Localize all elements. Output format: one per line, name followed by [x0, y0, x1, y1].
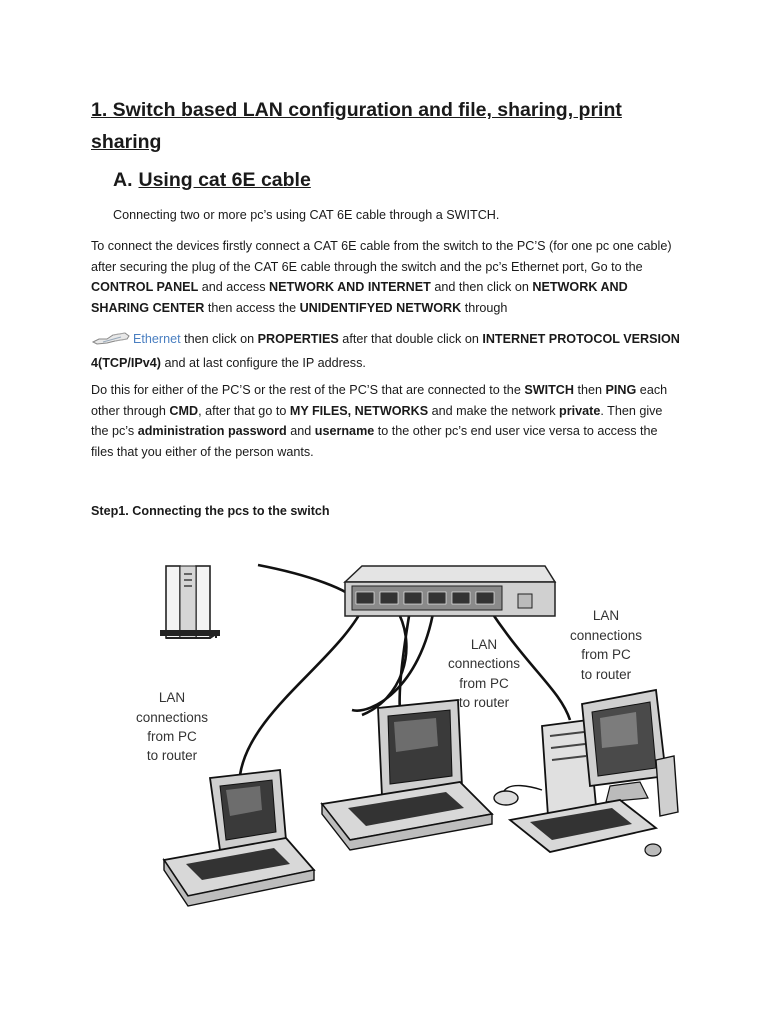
text-run: and at last configure the IP address.	[161, 355, 366, 370]
cable-middle-pc	[352, 608, 434, 711]
label-right-line: connections	[569, 628, 643, 643]
bold-run: private	[559, 403, 601, 418]
text-run: then click on	[180, 332, 258, 346]
bold-run: CONTROL PANEL	[91, 280, 199, 295]
network-diagram	[100, 550, 680, 930]
bold-run: PING	[605, 383, 637, 397]
paragraph-ethernet	[91, 329, 681, 373]
label-left	[136, 690, 208, 763]
text-run: To connect the devices firstly connect a CAT 6E cable from the switch to the PC’S (for one pc one cable) after securing the plug of the CAT 6E cable through the switch and the pc’s Ethernet port, Go to the	[91, 239, 672, 274]
label-middle-line: from PC	[459, 676, 509, 691]
text-run: then access the	[204, 301, 300, 316]
label-right-line: to router	[580, 667, 632, 682]
desktop-pc	[494, 690, 678, 856]
text-run: then	[574, 383, 606, 397]
text-run: , after that go to	[198, 403, 290, 418]
switch-image	[345, 566, 555, 616]
bold-run: CMD	[169, 403, 199, 418]
router-image	[160, 566, 220, 638]
label-left-line: to router	[146, 748, 198, 763]
text-run: and access	[198, 280, 269, 295]
cable-left-pc	[240, 602, 366, 775]
bold-run: NETWORK AND INTERNET	[269, 280, 431, 295]
text-run: . Then give the pc’s	[91, 403, 663, 439]
laptop-middle	[322, 700, 492, 850]
text-run: through	[461, 301, 508, 316]
bold-run: username	[314, 424, 375, 439]
label-left-line: LAN	[158, 690, 186, 705]
ethernet-icon	[91, 330, 131, 353]
label-right	[570, 608, 642, 682]
text-run: and then click on	[430, 280, 533, 295]
label-middle-line: connections	[447, 656, 521, 671]
label-right-line: LAN	[592, 608, 620, 623]
intro-paragraph: Connecting two or more pc’s using CAT 6E cable through a SWITCH.	[113, 208, 500, 222]
page-title: 1. Switch based LAN configuration and file, sharing, print sharing	[91, 99, 622, 153]
label-left-line: connections	[135, 710, 209, 725]
bold-run: UNIDENTIFYED NETWORK	[299, 301, 462, 316]
text-run: and	[286, 424, 315, 439]
section-heading	[113, 166, 311, 194]
paragraph-ping	[91, 380, 681, 463]
text-run: each other through	[91, 383, 668, 418]
bold-run: administration password	[137, 424, 287, 439]
bold-run: INTERNET PROTOCOL VERSION 4(TCP/IPv4)	[91, 332, 680, 370]
label-middle-line: LAN	[470, 637, 498, 652]
paragraph-connect	[91, 236, 681, 319]
text-run: after that double click on	[338, 332, 483, 346]
label-middle	[448, 637, 520, 710]
section-title: Using cat 6E cable	[138, 169, 311, 191]
label-middle-line: to router	[458, 695, 510, 710]
label-left-line: from PC	[147, 729, 197, 744]
text-run: and make the network	[428, 403, 560, 418]
bold-run: NETWORK AND SHARING CENTER	[91, 280, 628, 316]
ethernet-link[interactable]: Ethernet	[133, 332, 181, 346]
step1-heading: Step1. Connecting the pcs to the switch	[91, 504, 330, 518]
text-run: to the other pc’s end user vice versa to access the files that you either of the person wants.	[91, 424, 658, 460]
bold-run: PROPERTIES	[257, 332, 339, 346]
text-run: Do this for either of the PC’S or the rest of the PC’S that are connected to the	[91, 383, 525, 397]
section-letter: A.	[113, 169, 133, 191]
laptop-left	[164, 770, 314, 906]
label-right-line: from PC	[581, 647, 631, 662]
bold-run: MY FILES, NETWORKS	[289, 403, 429, 418]
bold-run: SWITCH	[524, 383, 574, 397]
